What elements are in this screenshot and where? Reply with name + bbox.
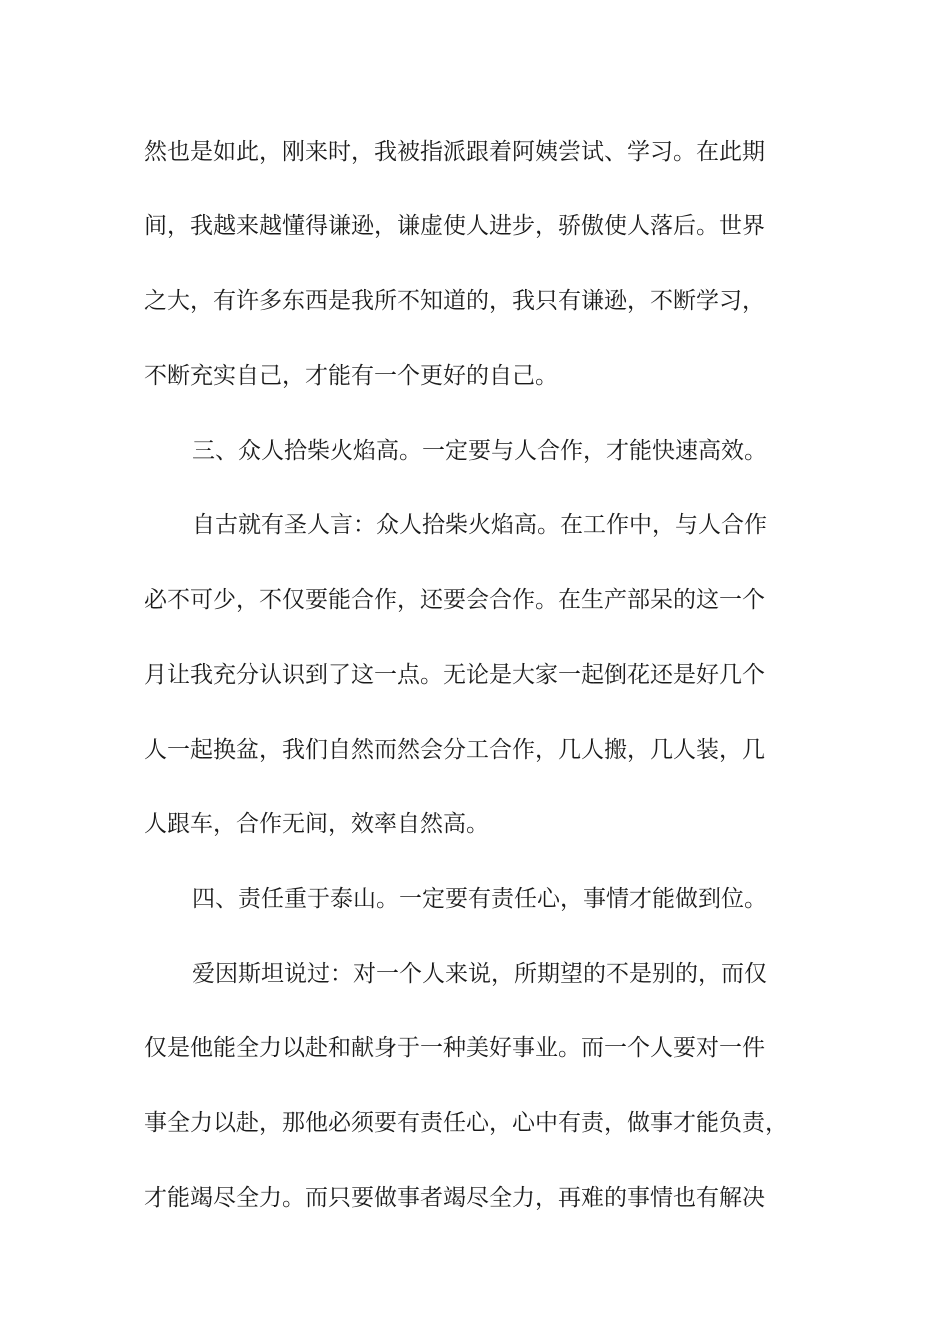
paragraph-line: 爱因斯坦说过：对一个人来说，所期望的不是别的，而仅 [192,961,767,987]
paragraph-line: 然也是如此，刚来时，我被指派跟着阿姨尝试、学习。在此期 [144,139,765,165]
paragraph-line: 人一起换盆，我们自然而然会分工合作，几人搬，几人装，几 [144,737,765,763]
paragraph-line: 不断充实自己，才能有一个更好的自己。 [144,363,558,389]
section-heading-4: 四、责任重于泰山。一定要有责任心，事情才能做到位。 [192,886,767,912]
paragraph-line: 间，我越来越懂得谦逊，谦虚使人进步，骄傲使人落后。世界 [144,213,765,239]
paragraph-line: 人跟车，合作无间，效率自然高。 [144,811,489,837]
paragraph-line: 事全力以赴，那他必须要有责任心，心中有责，做事才能负责， [144,1110,788,1136]
paragraph-line: 必不可少，不仅要能合作，还要会合作。在生产部呆的这一个 [144,587,765,613]
paragraph-line: 仅是他能全力以赴和献身于一种美好事业。而一个人要对一件 [144,1035,765,1061]
paragraph-line: 月让我充分认识到了这一点。无论是大家一起倒花还是好几个 [144,662,765,688]
paragraph-line: 才能竭尽全力。而只要做事者竭尽全力，再难的事情也有解决 [144,1185,765,1211]
paragraph-line: 自古就有圣人言：众人拾柴火焰高。在工作中，与人合作 [192,512,767,538]
section-heading-3: 三、众人拾柴火焰高。一定要与人合作，才能快速高效。 [192,438,767,464]
paragraph-line: 之大，有许多东西是我所不知道的，我只有谦逊，不断学习， [144,288,765,314]
